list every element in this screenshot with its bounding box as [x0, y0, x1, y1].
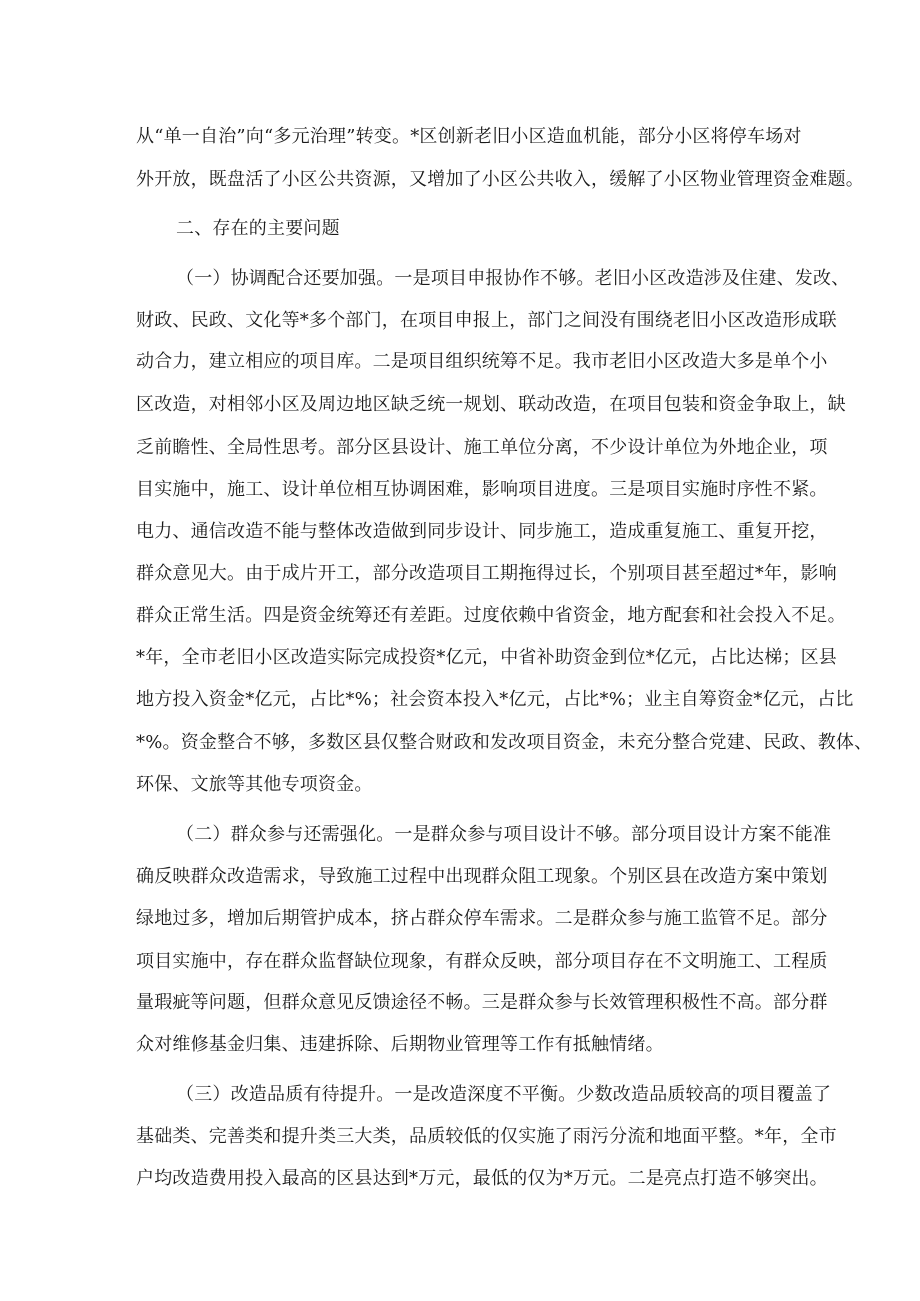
text-line: *%。资金整合不够，多数区县仅整合财政和发改项目资金，未充分整合党建、民政、教体、 [136, 732, 873, 753]
text-line: 外开放，既盘活了小区公共资源，又增加了小区公共收入，缓解了小区物业管理资金难题。 [136, 169, 864, 190]
text-line: 基础类、完善类和提升类三大类，品质较低的仅实施了雨污分流和地面平整。*年，全市 [136, 1126, 837, 1147]
text-line: （一）协调配合还要加强。一是项目申报协作不够。老旧小区改造涉及住建、发改、 [176, 268, 850, 289]
text-line: 从“单一自治”向“多元治理”转变。*区创新老旧小区造血机能，部分小区将停车场对 [136, 126, 802, 147]
text-line: 众对维修基金归集、违建拆除、后期物业管理等工作有抵触情绪。 [136, 1034, 664, 1055]
section-heading: 二、存在的主要问题 [176, 218, 340, 239]
text-line: 区改造，对相邻小区及周边地区缺乏统一规划、联动改造，在项目包装和资金争取上，缺 [136, 394, 846, 415]
text-line: *年，全市老旧小区改造实际完成投资*亿元，中省补助资金到位*亿元，占比达梯；区县 [136, 647, 837, 668]
text-line: 目实施中，施工、设计单位相互协调困难，影响项目进度。三是项目实施时序性不紧。 [136, 479, 828, 500]
text-line: 确反映群众改造需求，导致施工过程中出现群众阻工现象。个别区县在改造方案中策划 [136, 866, 828, 887]
text-line: 绿地过多，增加后期管护成本，挤占群众停车需求。二是群众参与施工监管不足。部分 [136, 908, 828, 929]
text-line: 电力、通信改造不能与整体改造做到同步设计、同步施工，造成重复施工、重复开挖， [136, 521, 828, 542]
text-line: 环保、文旅等其他专项资金。 [136, 774, 373, 795]
text-line: （二）群众参与还需强化。一是群众参与项目设计不够。部分项目设计方案不能准 [176, 824, 832, 845]
text-line: 户均改造费用投入最高的区县达到*万元，最低的仅为*万元。二是亮点打造不够突出。 [136, 1168, 828, 1189]
text-line: 地方投入资金*亿元，占比*%；社会资本投入*亿元，占比*%；业主自筹资金*亿元，占比 [136, 689, 854, 710]
text-line: 群众正常生活。四是资金统筹还有差距。过度依赖中省资金，地方配套和社会投入不足。 [136, 605, 846, 626]
text-line: （三）改造品质有待提升。一是改造深度不平衡。少数改造品质较高的项目覆盖了 [176, 1084, 832, 1105]
text-line: 乏前瞻性、全局性思考。部分区县设计、施工单位分离，不少设计单位为外地企业，项 [136, 437, 828, 458]
text-line: 项目实施中，存在群众监督缺位现象，有群众反映，部分项目存在不文明施工、工程质 [136, 951, 828, 972]
text-line: 量瑕疵等问题，但群众意见反馈途径不畅。三是群众参与长效管理积极性不高。部分群 [136, 992, 828, 1013]
text-line: 财政、民政、文化等*多个部门，在项目申报上，部门之间没有围绕老旧小区改造形成联 [136, 310, 837, 331]
text-line: 动合力，建立相应的项目库。二是项目组织统筹不足。我市老旧小区改造大多是单个小 [136, 351, 828, 372]
text-line: 群众意见大。由于成片开工，部分改造项目工期拖得过长，个别项目甚至超过*年，影响 [136, 563, 837, 584]
